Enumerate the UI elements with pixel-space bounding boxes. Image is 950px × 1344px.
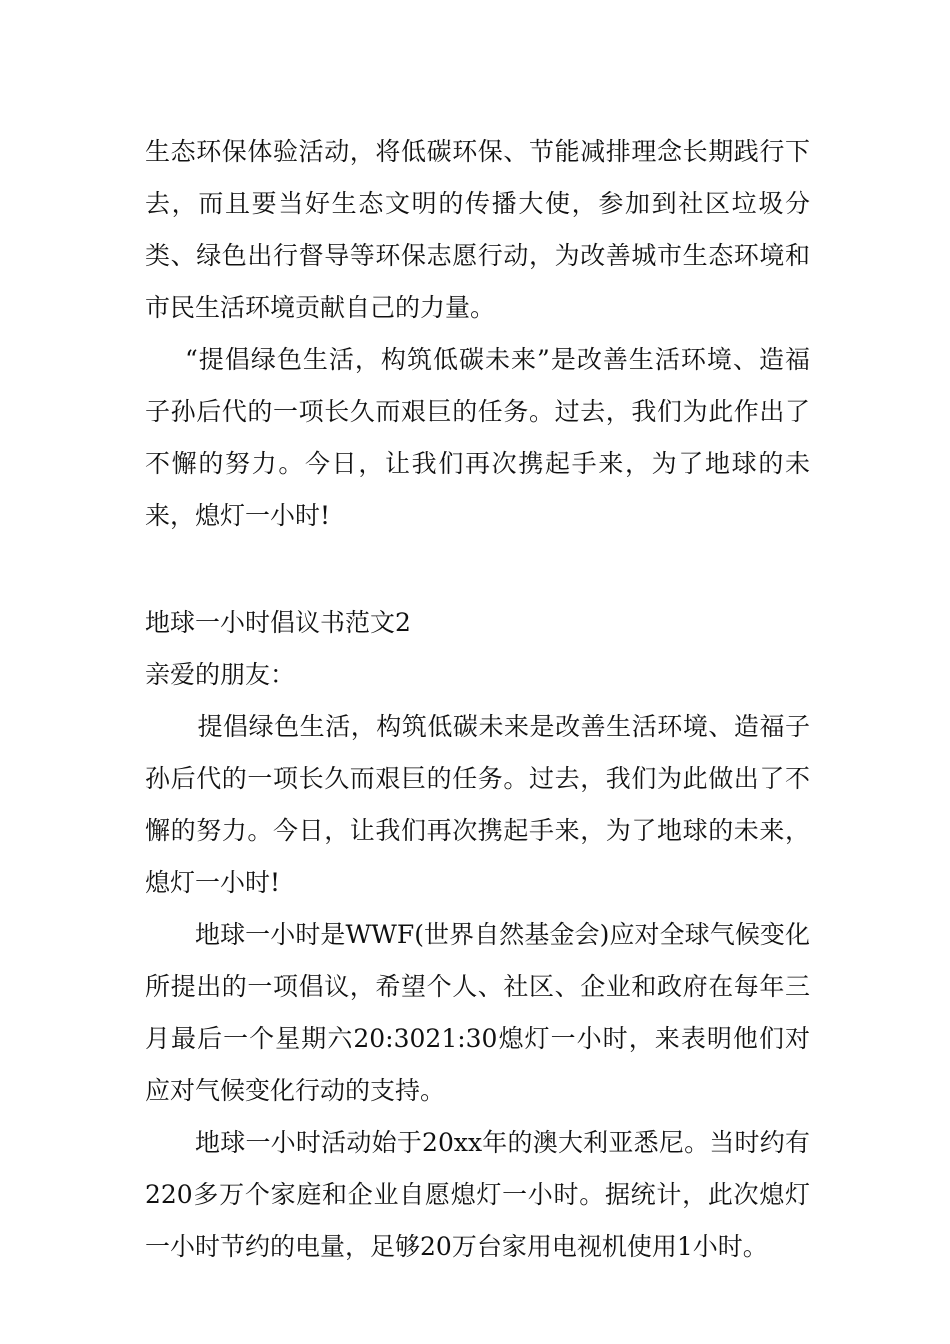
paragraph-1: 提倡绿色生活，构筑低碳未来是改善生活环境、造福子孙后代的一项长久而艰巨的任务。过去，我们为此做出了不懈的努力。今日，让我们再次携起手来，为了地球的未来，熄灯一小时!: [145, 712, 810, 897]
salutation: 亲爱的朋友：: [145, 660, 296, 689]
paragraph-continued: 生态环保体验活动，将低碳环保、节能减排理念长期践行下去，而且要当好生态文明的传播大使，参加到社区垃圾分类、绿色出行督导等环保志愿行动，为改善城市生态环境和市民生活环境贡献自己的力量。: [145, 137, 810, 322]
paragraph-slogan: “提倡绿色生活，构筑低碳未来”是改善生活环境、造福子孙后代的一项长久而艰巨的任务。过去，我们为此作出了不懈的努力。今日，让我们再次携起手来，为了地球的未来，熄灯一小时!: [145, 345, 810, 530]
paragraph-3: 地球一小时活动始于20xx年的澳大利亚悉尼。当时约有220多万个家庭和企业自愿熄灯一小时。据统计，此次熄灯一小时节约的电量，足够20万台家用电视机使用1小时。: [145, 1128, 810, 1261]
section-spacer: [145, 542, 810, 597]
paragraph-2: 地球一小时是WWF(世界自然基金会)应对全球气候变化所提出的一项倡议，希望个人、社区、企业和政府在每年三月最后一个星期六20:3021:30熄灯一小时，来表明他们对应对气候变化行动的支持。: [145, 920, 810, 1105]
section-title: 地球一小时倡议书范文2: [145, 608, 411, 637]
document-body: [145, 126, 810, 1273]
